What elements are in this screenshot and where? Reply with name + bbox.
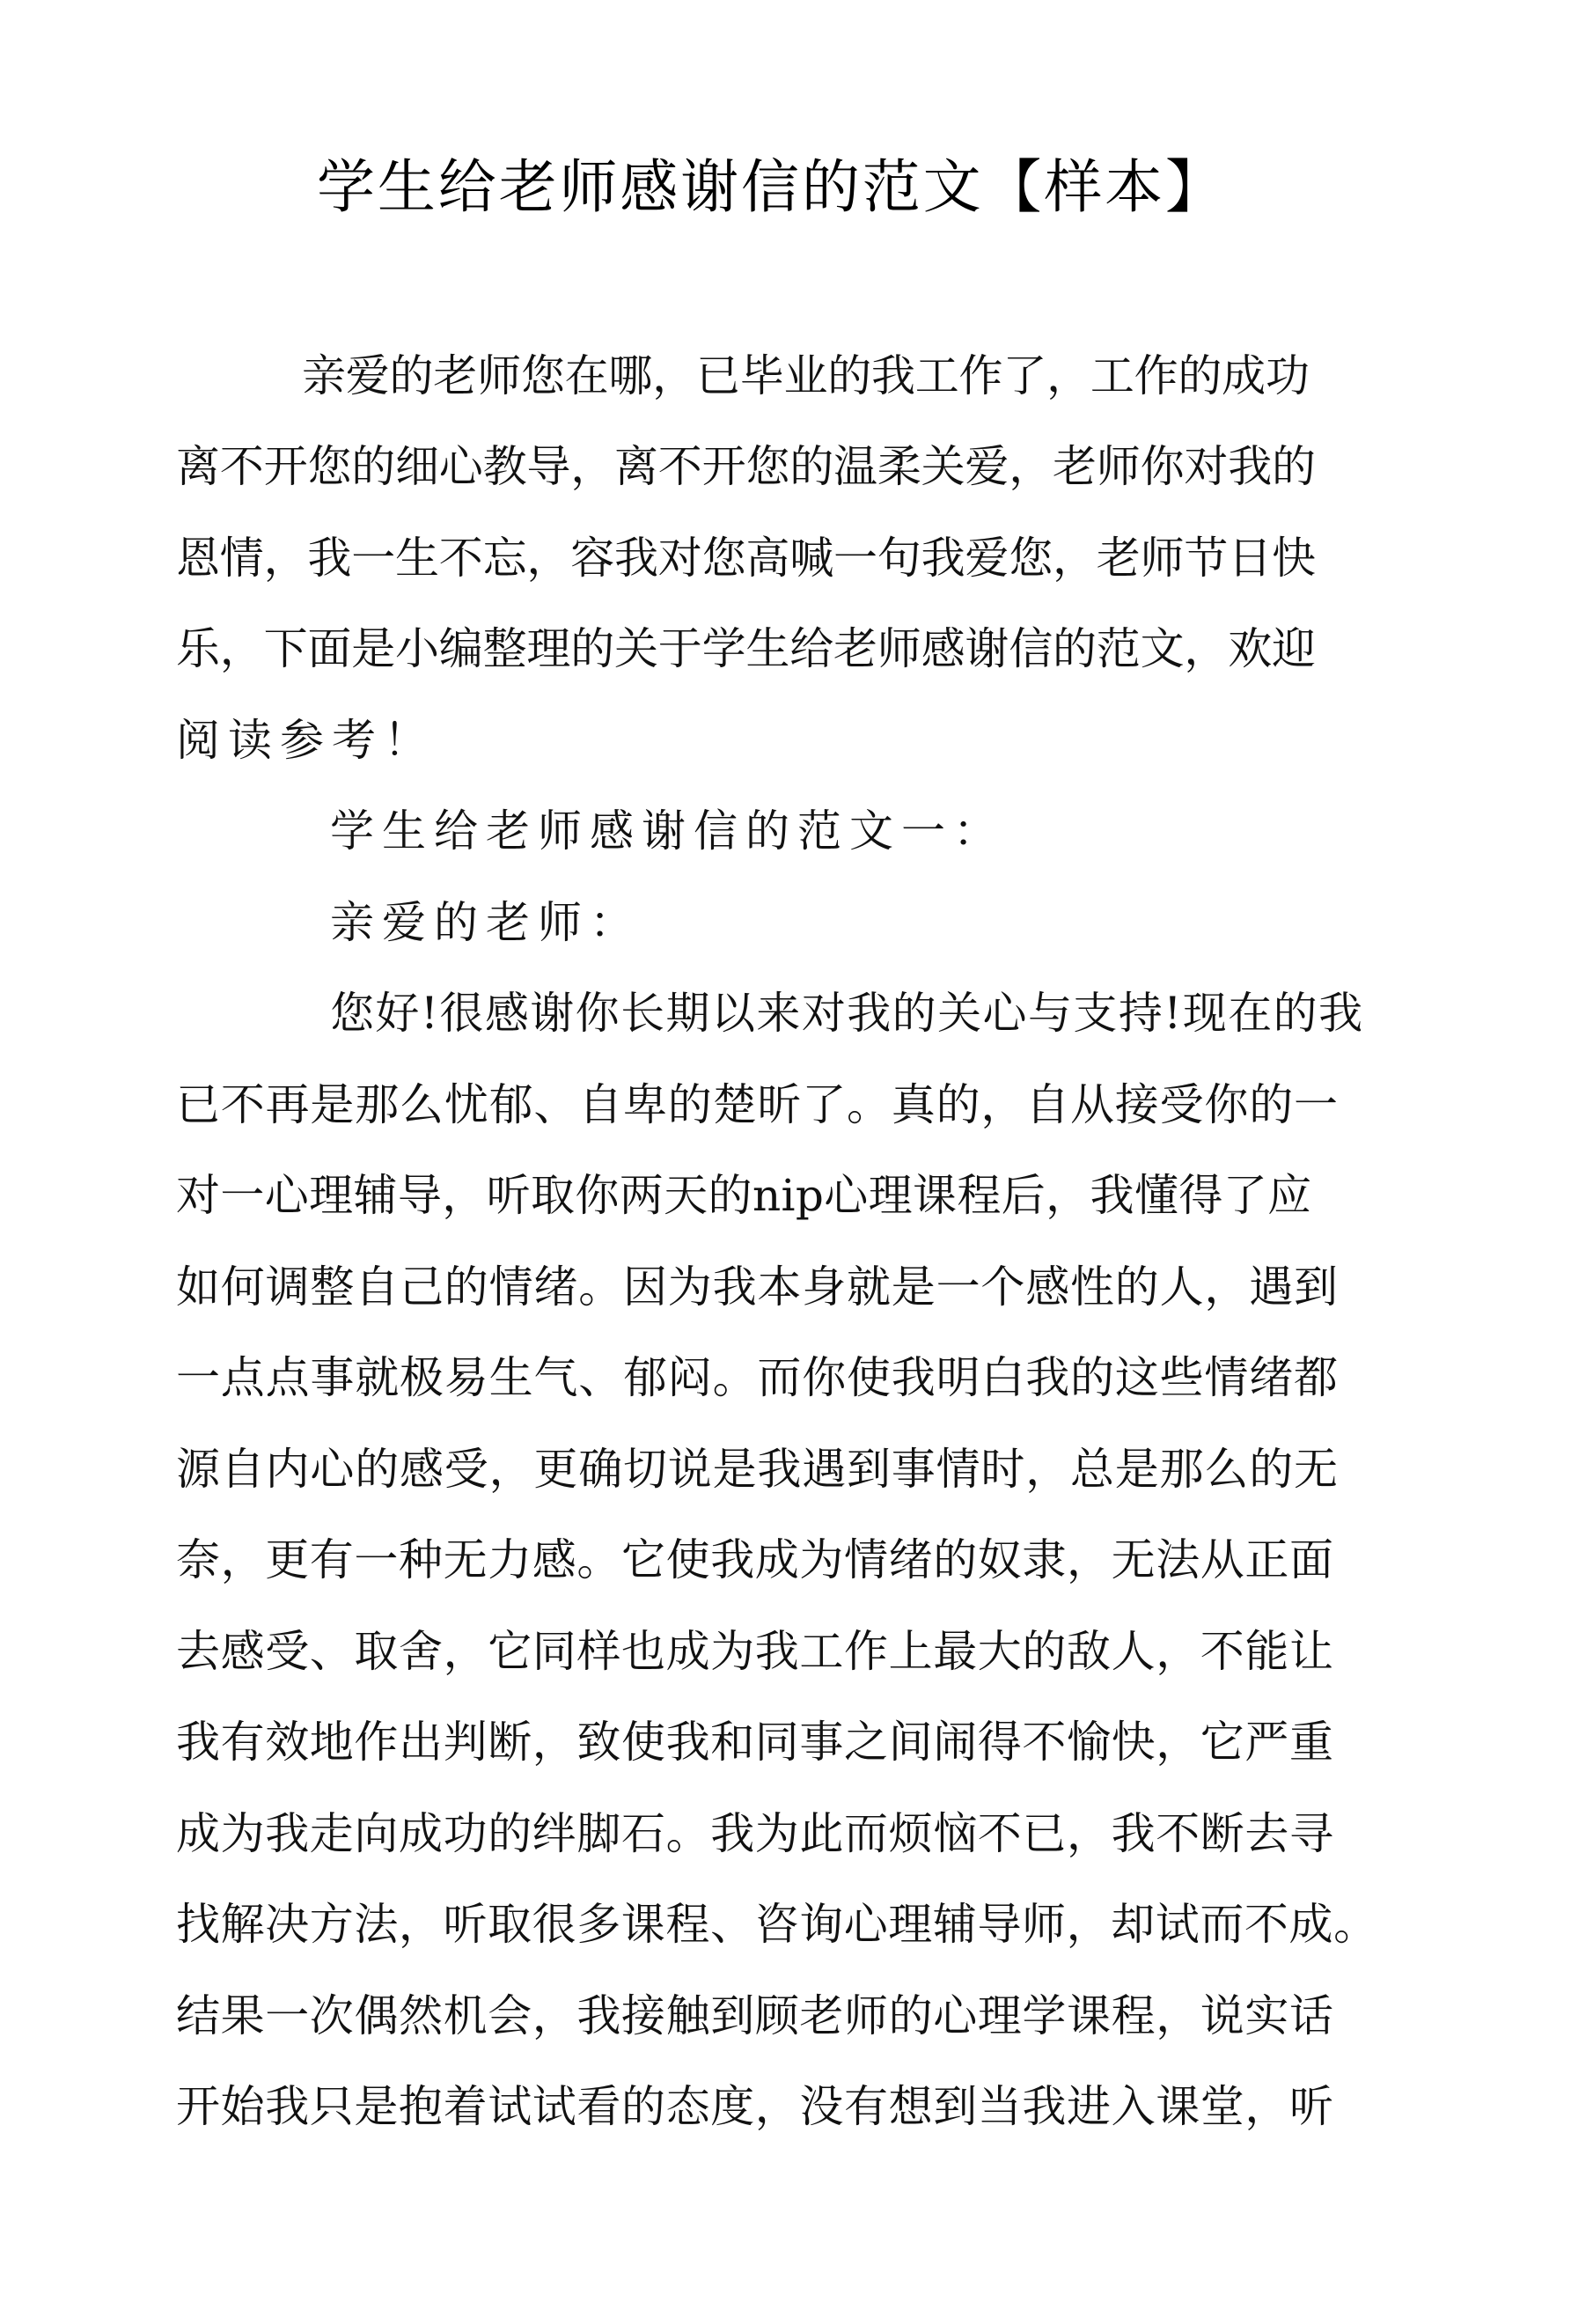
paragraph-line: 亲爱的老师您在哪，已毕业的我工作了，工作的成功 bbox=[302, 350, 1310, 401]
paragraph-line: 一点点事就极易生气、郁闷。而你使我明白我的这些情绪都 bbox=[176, 1352, 1339, 1403]
paragraph-line: 阅读参考！ bbox=[176, 715, 436, 766]
paragraph-line: 如何调整自己的情绪。因为我本身就是一个感性的人，遇到 bbox=[176, 1261, 1339, 1313]
paragraph-line: 成为我走向成功的绊脚石。我为此而烦恼不已，我不断去寻 bbox=[176, 1808, 1334, 1859]
paragraph-line: 找解决方法，听取很多课程、咨询心理辅导师，却试而不成。 bbox=[176, 1899, 1378, 1950]
document-title: 学生给老师感谢信的范文【样本】 bbox=[317, 153, 1226, 221]
paragraph-line: 恩情，我一生不忘，容我对您高喊一句我爱您，老师节日快 bbox=[176, 533, 1316, 584]
paragraph-line: 离不开您的细心教导，离不开您的温柔关爱，老师你对我的 bbox=[176, 441, 1316, 492]
paragraph-line: 乐，下面是小编整理的关于学生给老师感谢信的范文，欢迎 bbox=[176, 623, 1316, 674]
paragraph-line: 已不再是那么忧郁、自卑的楚昕了。真的，自从接受你的一 bbox=[176, 1079, 1339, 1130]
paragraph-line: 对一心理辅导，听取你两天的nip心理课程后，我懂得了应 bbox=[176, 1170, 1312, 1221]
paragraph-line: 您好!很感谢你长期以来对我的关心与支持!现在的我 bbox=[330, 988, 1364, 1039]
paragraph-line: 我有效地作出判断，致使我和同事之间闹得不愉快，它严重 bbox=[176, 1717, 1334, 1768]
paragraph-line: 奈，更有一种无力感。它使我成为情绪的奴隶，无法从正面 bbox=[176, 1534, 1334, 1585]
section-heading: 学生给老师感谢信的范文一： bbox=[330, 805, 1005, 857]
paragraph-line: 开始我只是抱着试试看的态度，没有想到当我进入课堂，听 bbox=[176, 2081, 1334, 2132]
paragraph-line: 去感受、取舍，它同样也成为我工作上最大的敌人，不能让 bbox=[176, 1626, 1334, 1677]
paragraph-line: 源自内心的感受，更确切说是我遇到事情时，总是那么的无 bbox=[176, 1444, 1339, 1495]
salutation: 亲爱的老师： bbox=[330, 897, 642, 948]
paragraph-line: 结果一次偶然机会，我接触到顾老师的心理学课程，说实话 bbox=[176, 1990, 1334, 2041]
